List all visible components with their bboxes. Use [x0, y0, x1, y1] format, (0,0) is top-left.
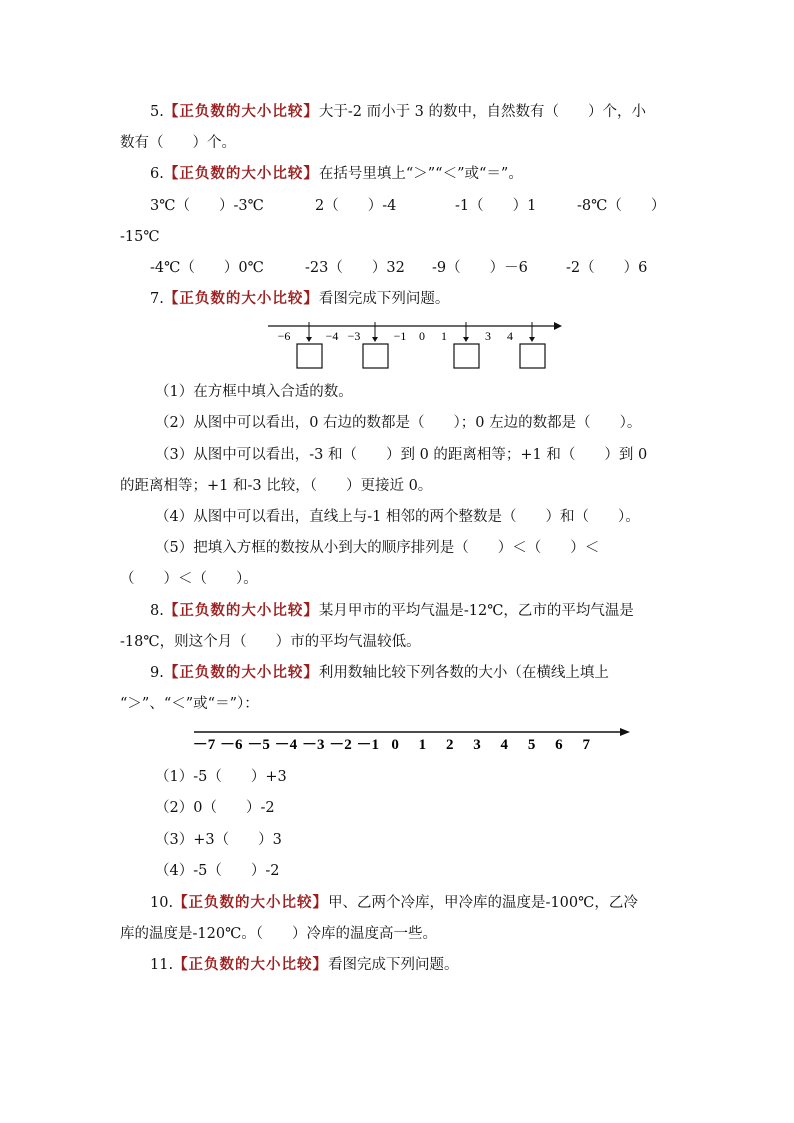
axis-tick-label: 3 — [473, 737, 481, 753]
question-text: 大于-2 而小于 3 的数中，自然数有（ ）个，小 — [318, 104, 647, 120]
sub-question: （2）0（ ）-2 — [155, 800, 275, 816]
question-9-line-2: “＞”、“＜”或“＝”）： — [120, 696, 259, 712]
question-10-line-1 — [150, 893, 638, 913]
question-8-line-2: -18℃，则这个月（ ）市的平均气温较低。 — [120, 634, 421, 650]
tick-label: 1 — [441, 329, 447, 343]
axis-tick-label: －7 — [192, 737, 216, 753]
axis-labels — [193, 737, 591, 753]
axis-tick-label: 7 — [582, 737, 590, 753]
axis-tick-label: －1 — [356, 737, 380, 753]
tick-label: −1 — [393, 329, 407, 343]
compare-item-continued: -15℃ — [120, 229, 160, 245]
tick-label: 0 — [419, 329, 425, 343]
number-line-figure-q7 — [260, 318, 565, 374]
question-5-line-2: 数有（ ）个。 — [120, 135, 236, 151]
axis-tick-label: 4 — [500, 737, 509, 753]
axis-tick-label: 1 — [418, 737, 427, 753]
tick-label: 4 — [507, 329, 513, 343]
sub-question-continued: 的距离相等；+1 和-3 比较，（ ）更接近 0。 — [120, 478, 433, 494]
topic-tag: 【正负数的大小比较】 — [173, 894, 329, 911]
axis-tick-label: 0 — [391, 737, 399, 753]
topic-tag: 【正负数的大小比较】 — [163, 602, 319, 619]
compare-item: -8℃（ ） — [577, 198, 666, 214]
question-text: 甲、乙两个冷库，甲冷库的温度是-100℃，乙冷 — [328, 895, 638, 911]
question-10-line-2: 库的温度是-120℃。（ ）冷库的温度高一些。 — [120, 926, 438, 942]
answer-box[interactable] — [363, 344, 388, 368]
question-5-line-1 — [150, 102, 646, 122]
pointer-arrow-head-icon — [306, 337, 312, 342]
compare-item: 2（ ）-4 — [315, 198, 397, 214]
sub-question: （2）从图中可以看出，0 右边的数都是（ ）；0 左边的数都是（ ）。 — [155, 415, 642, 431]
sub-question: （3）从图中可以看出，-3 和（ ）到 0 的距离相等；+1 和（ ）到 0 — [155, 447, 648, 463]
sub-question-continued: （ ）＜（ ）。 — [120, 571, 258, 587]
axis-arrow-icon — [620, 728, 630, 736]
axis-tick-label: 6 — [555, 737, 563, 753]
question-number: 8. — [150, 603, 164, 619]
axis-tick-label: －4 — [274, 737, 298, 753]
question-8-line-1 — [150, 601, 634, 621]
question-11-line-1 — [150, 955, 459, 975]
compare-item: -23（ ）32 — [305, 260, 405, 276]
question-number: 9. — [150, 665, 164, 681]
topic-tag: 【正负数的大小比较】 — [163, 165, 319, 182]
axis-tick-label: －5 — [247, 737, 270, 753]
question-7-line-1 — [150, 289, 449, 309]
compare-item: 3℃（ ）-3℃ — [150, 198, 264, 214]
tick-label: 3 — [485, 329, 491, 343]
axis-tick-label: 2 — [445, 737, 454, 753]
number-line-figure-q9 — [190, 722, 635, 754]
sub-question: （1）-5（ ）+3 — [155, 769, 287, 785]
axis-tick-label: －2 — [329, 737, 352, 753]
answer-box[interactable] — [520, 344, 545, 368]
sub-question: （1）在方框中填入合适的数。 — [155, 384, 353, 400]
question-number: 10. — [150, 895, 174, 911]
tick-label: −6 — [277, 329, 291, 343]
question-number: 6. — [150, 166, 164, 182]
sub-question: （5）把填入方框的数按从小到大的顺序排列是（ ）＜（ ）＜ — [155, 540, 600, 556]
compare-item: -9（ ）－6 — [432, 260, 528, 276]
compare-item: -1（ ）1 — [455, 198, 537, 214]
question-text: 看图完成下列问题。 — [318, 291, 450, 307]
answer-box[interactable] — [297, 344, 322, 368]
question-6-line-1 — [150, 164, 523, 184]
question-9-line-1 — [150, 663, 609, 683]
axis-tick-label: －3 — [301, 737, 325, 753]
question-number: 11. — [150, 957, 174, 973]
answer-box[interactable] — [454, 344, 479, 368]
topic-tag: 【正负数的大小比较】 — [163, 103, 319, 120]
axis-tick-label: 5 — [527, 737, 536, 753]
axis-tick-label: －6 — [220, 737, 243, 753]
compare-item: -2（ ）6 — [566, 260, 648, 276]
pointer-arrow-head-icon — [372, 337, 378, 342]
question-text: 利用数轴比较下列各数的大小（在横线上填上 — [318, 665, 609, 681]
compare-item: -4℃（ ）0℃ — [150, 260, 264, 276]
tick-label: −3 — [347, 329, 361, 343]
question-number: 7. — [150, 291, 164, 307]
topic-tag: 【正负数的大小比较】 — [163, 664, 319, 681]
sub-question: （3）+3（ ）3 — [155, 832, 282, 848]
question-text: 看图完成下列问题。 — [328, 957, 459, 973]
sub-question: （4）-5（ ）-2 — [155, 863, 280, 879]
pointer-arrow-head-icon — [529, 337, 535, 342]
tick-label: −4 — [325, 329, 339, 343]
topic-tag: 【正负数的大小比较】 — [173, 956, 329, 973]
question-text: 在括号里填上“＞”“＜”或“＝”。 — [318, 166, 523, 182]
pointer-arrow-head-icon — [463, 337, 469, 342]
topic-tag: 【正负数的大小比较】 — [163, 290, 319, 307]
sub-question: （4）从图中可以看出，直线上与-1 相邻的两个整数是（ ）和（ ）。 — [155, 509, 640, 525]
question-number: 5. — [150, 104, 164, 120]
question-text: 某月甲市的平均气温是-12℃，乙市的平均气温是 — [318, 603, 634, 619]
axis-arrow-icon — [554, 322, 562, 330]
